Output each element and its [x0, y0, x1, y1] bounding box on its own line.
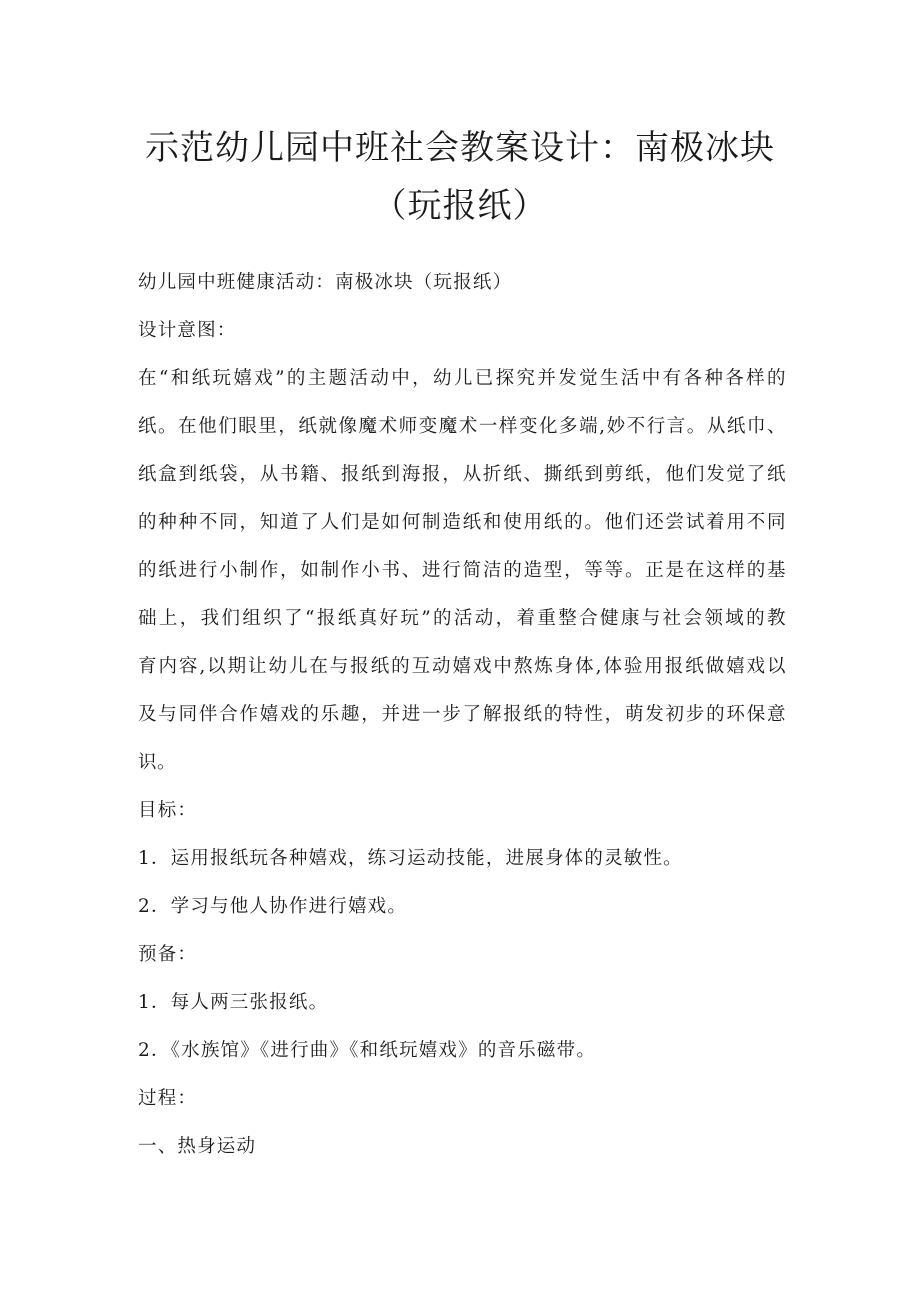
process-section-heading: 一、热身运动 — [138, 1136, 257, 1157]
design-intent-line: 纸盒到纸袋，从书籍、报纸到海报，从折纸、撕纸到剪纸，他们发觉了纸 — [138, 464, 786, 485]
prep-heading: 预备： — [138, 944, 198, 965]
document-title-line-2: （玩报纸） — [372, 186, 548, 226]
design-intent-line: 的种种不同，知道了人们是如何制造纸和使用纸的。他们还尝试着用不同 — [138, 512, 786, 533]
design-intent-line: 在“和纸玩嬉戏”的主题活动中，幼儿已探究并发觉生活中有各种各样的 — [138, 368, 786, 389]
process-heading: 过程： — [138, 1088, 198, 1109]
goal-item: 1．运用报纸玩各种嬉戏，练习运动技能，进展身体的灵敏性。 — [138, 848, 683, 869]
goal-item: 2．学习与他人协作进行嬉戏。 — [138, 896, 408, 917]
design-intent-line: 育内容,以期让幼儿在与报纸的互动嬉戏中熬炼身体,体验用报纸做嬉戏以 — [138, 656, 786, 677]
design-intent-line: 识。 — [138, 752, 177, 773]
document-title-line-1: 示范幼儿园中班社会教案设计：南极冰块 — [145, 128, 775, 168]
goals-heading: 目标： — [138, 800, 198, 821]
design-intent-line: 纸。在他们眼里，纸就像魔术师变魔术一样变化多端,妙不行言。从纸巾、 — [138, 416, 786, 437]
activity-subtitle: 幼儿园中班健康活动：南极冰块（玩报纸） — [138, 272, 513, 293]
design-intent-line: 础上，我们组织了“报纸真好玩”的活动，着重整合健康与社会领域的教 — [138, 608, 786, 629]
design-intent-heading: 设计意图： — [138, 320, 237, 341]
prep-item: 2．《水族馆》《进行曲》《和纸玩嬉戏》的音乐磁带。 — [138, 1040, 597, 1061]
prep-item: 1．每人两三张报纸。 — [138, 992, 329, 1013]
design-intent-line: 的纸进行小制作，如制作小书、进行简洁的造型，等等。正是在这样的基 — [138, 560, 786, 581]
design-intent-line: 及与同伴合作嬉戏的乐趣，并进一步了解报纸的特性，萌发初步的环保意 — [138, 704, 786, 725]
